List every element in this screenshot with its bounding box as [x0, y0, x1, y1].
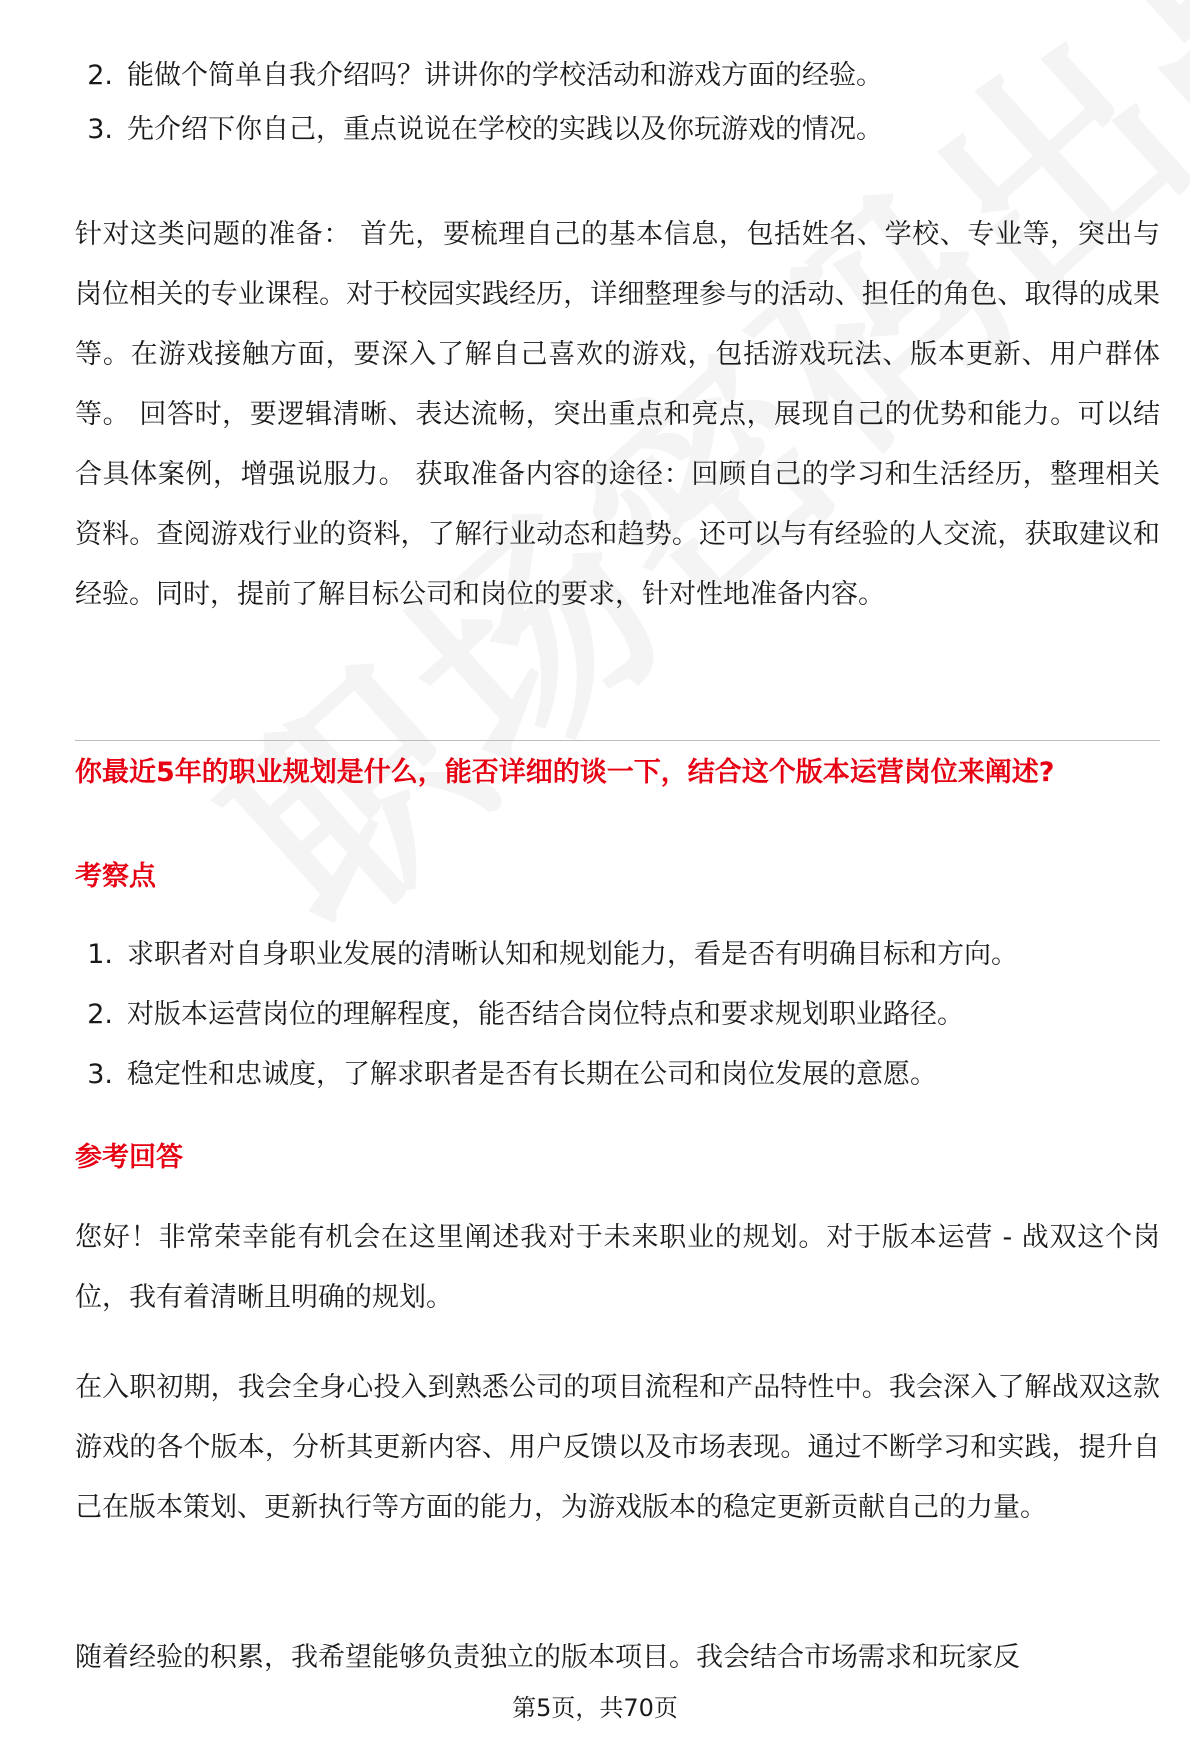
section-divider: [75, 740, 1160, 741]
page-number: 第5页，共70页: [512, 1694, 678, 1722]
list-item: [75, 995, 964, 1035]
list-item: [75, 56, 883, 96]
list-item-number: 2.: [87, 999, 113, 1030]
list-item: [75, 935, 1018, 975]
answer-paragraph: 您好！非常荣幸能有机会在这里阐述我对于未来职业的规划。对于版本运营 - 战双这个岗位，我有着清晰且明确的规划。: [75, 1222, 1160, 1313]
prep-paragraph: 针对这类问题的准备： 首先，要梳理自己的基本信息，包括姓名、学校、专业等，突出与岗位相关的专业课程。对于校园实践经历，详细整理参与的活动、担任的角色、取得的成果等。在游戏接触方面，要深入了解自己喜欢的游戏，包括游戏玩法、版本更新、用户群体等。 回答时，要逻辑清晰、表达流畅，突出重点和亮点，展现自己的优势和能力。可以结合具体案例，增强说服力。 获取准备内容的途径：回顾自己的学习和生活经历，整理相关资料。查阅游戏行业的资料，了解行业动态和趋势。还可以与有经验的人交流，获取建议和经验。同时，提前了解目标公司和岗位的要求，针对性地准备内容。: [75, 219, 1160, 610]
list-item-text: 稳定性和忠诚度，了解求职者是否有长期在公司和岗位发展的意愿。: [127, 1059, 937, 1090]
answer-paragraph: 随着经验的积累，我希望能够负责独立的版本项目。我会结合市场需求和玩家反: [75, 1642, 1020, 1673]
question-heading: 你最近5年的职业规划是什么，能否详细的谈一下，结合这个版本运营岗位来阐述?: [75, 757, 1055, 788]
list-item-text: 能做个简单自我介绍吗？讲讲你的学校活动和游戏方面的经验。: [127, 60, 883, 91]
answer-paragraph: 在入职初期，我会全身心投入到熟悉公司的项目流程和产品特性中。我会深入了解战双这款游戏的各个版本，分析其更新内容、用户反馈以及市场表现。通过不断学习和实践，提升自己在版本策划、更新执行等方面的能力，为游戏版本的稳定更新贡献自己的力量。: [75, 1372, 1160, 1523]
list-item: [75, 1055, 937, 1095]
list-item: [75, 110, 883, 150]
list-item-text: 求职者对自身职业发展的清晰认知和规划能力，看是否有明确目标和方向。: [127, 939, 1018, 970]
focus-label: 考察点: [75, 861, 156, 892]
list-item-number: 2.: [87, 60, 113, 91]
list-item-text: 对版本运营岗位的理解程度，能否结合岗位特点和要求规划职业路径。: [127, 999, 964, 1030]
list-item-text: 先介绍下你自己，重点说说在学校的实践以及你玩游戏的情况。: [127, 114, 883, 145]
list-item-number: 3.: [87, 1059, 113, 1090]
list-item-number: 1.: [87, 939, 113, 970]
list-item-number: 3.: [87, 114, 113, 145]
answer-label: 参考回答: [75, 1142, 183, 1173]
